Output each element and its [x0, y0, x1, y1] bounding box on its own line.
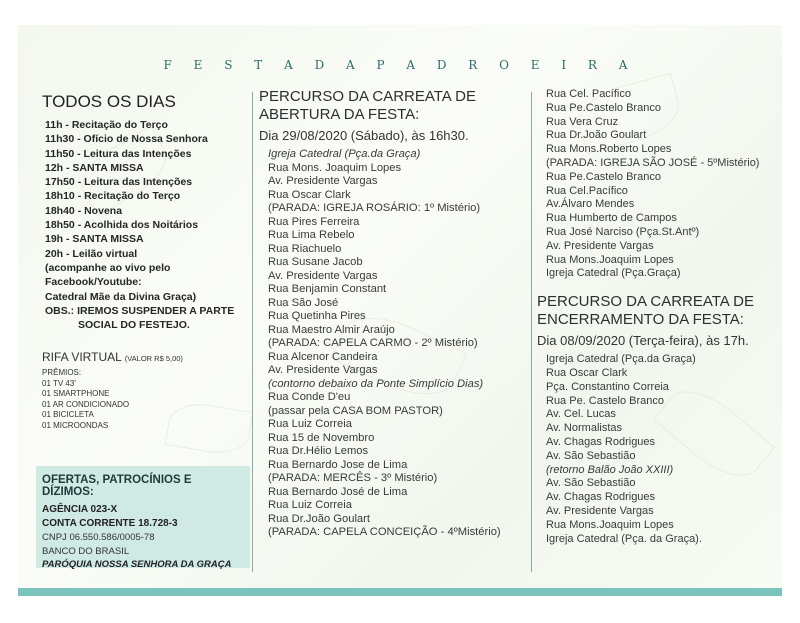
route-stop: Rua Mons. Joaquim Lopes	[268, 161, 402, 174]
route-stop: Av. São Sebastião	[546, 449, 636, 462]
route-stop: Igreja Catedral (Pça.da Graça)	[546, 353, 696, 366]
closing-route-list	[537, 353, 777, 546]
route-stop: Rua Pe.Castelo Branco	[546, 101, 661, 114]
opening-route-continued	[537, 88, 777, 281]
schedule-item: 18h50 - Acolhida dos Noitários	[45, 219, 199, 232]
route-stop: Av. São Sebastião	[546, 477, 636, 490]
route-stop: Av. Presidente Vargas	[268, 175, 378, 187]
route-stop: (passar pela CASA BOM PASTOR)	[268, 404, 443, 417]
prize-list	[42, 368, 254, 431]
route-stop: Igreja Catedral (Pça.Graça)	[546, 267, 681, 280]
opening-date: Dia 29/08/2020 (Sábado), às 16h30.	[259, 128, 469, 143]
schedule-item: Facebook/Youtube:	[45, 276, 142, 289]
route-stop: Rua Bernardo Jose de Lima	[268, 458, 408, 471]
closing-date: Dia 08/09/2020 (Terça-feira), às 17h.	[537, 333, 749, 349]
route-stop: Av. Chagas Rodrigues	[546, 435, 656, 448]
route-stop: Av. Presidente Vargas	[268, 364, 378, 376]
route-stop: Rua Pe. Castelo Branco	[546, 394, 665, 407]
route-stop: Igreja Catedral (Pça.da Graça)	[268, 148, 421, 160]
route-stop: Rua Vera Cruz	[546, 115, 619, 128]
prizes-label: PRÊMIOS:	[42, 368, 82, 378]
route-stop: Rua Dr.João Goulart	[268, 512, 370, 525]
bank-agency: AGÊNCIA 023-X	[42, 504, 118, 515]
route-stop: (contorno debaixo da Ponte Simplício Dias)	[268, 377, 484, 390]
route-stop: Rua Mons.Joaquim Lopes	[546, 253, 674, 266]
rifa-value: (VALOR R$ 5,00)	[124, 354, 183, 364]
schedule-item: 11h30 - Ofício de Nossa Senhora	[45, 133, 208, 146]
route-stop: Rua Benjamin Constant	[268, 283, 387, 295]
opening-route-column	[259, 88, 529, 540]
schedule-item: 20h - Leilão virtual	[45, 247, 138, 260]
route-stop: Rua Cel. Pacífico	[546, 88, 631, 100]
offerings-title: OFERTAS, PATROCÍNIOS E DÍZIMOS:	[42, 474, 192, 498]
route-stop: Igreja Catedral (Pça. da Graça).	[546, 532, 702, 545]
route-stop: (PARADA: CAPELA CONCEIÇÃO - 4ºMistério)	[268, 526, 501, 538]
prize-item: 01 MICROONDAS	[42, 420, 109, 430]
route-stop: Rua Oscar Clark	[546, 366, 628, 379]
schedule-item: 18h10 - Recitação do Terço	[45, 190, 181, 203]
route-stop: (PARADA: IGREJA ROSÁRIO: 1º Mistério)	[268, 202, 481, 214]
schedule-item: 18h40 - Novena	[45, 204, 123, 217]
opening-route-list	[259, 148, 529, 540]
route-stop: Av.Álvaro Mendes	[546, 198, 635, 211]
route-stop: (retorno Balão João XXIII)	[546, 463, 674, 476]
schedule-heading: TODOS OS DIAS	[42, 92, 176, 111]
route-stop: (PARADA: IGREJA SÃO JOSÉ - 5ºMistério)	[546, 156, 760, 169]
route-stop: Rua Cel.Pacífico	[546, 184, 628, 197]
route-stop: Rua Oscar Clark	[268, 188, 351, 201]
route-stop: Rua Luiz Correia	[268, 418, 352, 430]
bank-name: BANCO DO BRASIL	[42, 545, 130, 557]
prize-item: 01 BICICLETA	[42, 410, 94, 420]
route-stop: Rua José Narciso (Pça.St.Antº)	[546, 225, 700, 238]
route-stop: Rua Alcenor Candeira	[268, 350, 378, 363]
route-stop: Rua Luiz Correia	[268, 499, 352, 511]
rifa-heading	[42, 350, 254, 364]
prize-item: 01 AR CONDICIONADO	[42, 399, 130, 409]
column-divider	[531, 92, 532, 572]
schedule-column	[42, 92, 254, 431]
schedule-item: SOCIAL DO FESTEJO.	[78, 319, 190, 332]
opening-heading-line: ABERTURA DA FESTA:	[259, 106, 420, 123]
page-title: F E S T A D A P A D R O E I R A	[163, 58, 637, 72]
opening-heading-line: PERCURSO DA CARREATA DE	[259, 88, 476, 105]
route-stop: Rua Bernardo José de Lima	[268, 485, 408, 498]
opening-heading	[259, 88, 529, 124]
route-stop: (PARADA: CAPELA CARMO - 2º Mistério)	[268, 337, 478, 349]
route-stop: Rua 15 de Novembro	[268, 431, 375, 444]
offerings-box	[36, 466, 250, 568]
route-stop: Rua Humberto de Campos	[546, 212, 677, 225]
cnpj: CNPJ 06.550.586/0005-78	[42, 532, 155, 543]
bank-account: CONTA CORRENTE 18.728-3	[42, 518, 178, 529]
route-stop: Rua Mons.Roberto Lopes	[546, 143, 672, 156]
prize-item: 01 SMARTPHONE	[42, 389, 110, 399]
route-stop: Rua Pe.Castelo Branco	[546, 170, 661, 183]
bottom-accent-bar	[18, 588, 782, 596]
route-stop: Av. Presidente Vargas	[546, 239, 654, 252]
route-stop: Av. Presidente Vargas	[268, 269, 378, 282]
parish-name: PARÓQUIA NOSSA SENHORA DA GRAÇA	[42, 559, 232, 570]
schedule-item: 12h - SANTA MISSA	[45, 161, 144, 174]
schedule-list	[42, 118, 254, 332]
route-stop: Rua Mons.Joaquim Lopes	[546, 518, 674, 531]
route-stop: Rua Quetinha Pires	[268, 310, 366, 322]
route-stop: Av. Cel. Lucas	[546, 408, 616, 421]
schedule-item: 17h50 - Leitura das Intenções	[45, 176, 193, 189]
route-stop: Rua Lima Rebelo	[268, 229, 355, 241]
schedule-item: 11h - Recitação do Terço	[45, 119, 168, 131]
route-continuation-column	[537, 88, 777, 546]
schedule-item: (acompanhe ao vivo pelo	[45, 261, 171, 274]
route-stop: Av. Presidente Vargas	[546, 504, 654, 517]
prize-item: 01 TV 43'	[42, 378, 76, 388]
schedule-item: 11h50 - Leitura das Intenções	[45, 147, 192, 160]
route-stop: (PARADA: MERCÊS - 3º Mistério)	[268, 472, 438, 484]
route-stop: Rua São José	[268, 296, 339, 309]
route-stop: Av. Chagas Rodrigues	[546, 491, 656, 504]
schedule-item: OBS.: IREMOS SUSPENDER A PARTE	[45, 304, 235, 317]
route-stop: Rua Maestro Almir Araújo	[268, 323, 395, 336]
closing-heading	[537, 293, 777, 329]
schedule-item: 19h - SANTA MISSA	[45, 233, 144, 246]
route-stop: Rua Pires Ferreira	[268, 215, 360, 228]
closing-heading-line: PERCURSO DA CARREATA DE	[537, 293, 754, 311]
route-stop: Rua Dr.João Goulart	[546, 129, 647, 142]
route-stop: Rua Dr.Hélio Lemos	[268, 445, 369, 457]
rifa-title: RIFA VIRTUAL	[42, 350, 122, 365]
route-stop: Rua Susane Jacob	[268, 256, 363, 268]
route-stop: Rua Conde D'eu	[268, 391, 351, 403]
route-stop: Pça. Constantino Correia	[546, 380, 669, 393]
route-stop: Av. Normalistas	[546, 422, 623, 435]
schedule-item: Catedral Mãe da Divina Graça)	[45, 290, 197, 303]
route-stop: Rua Riachuelo	[268, 242, 342, 255]
closing-heading-line: ENCERRAMENTO DA FESTA:	[537, 311, 744, 329]
